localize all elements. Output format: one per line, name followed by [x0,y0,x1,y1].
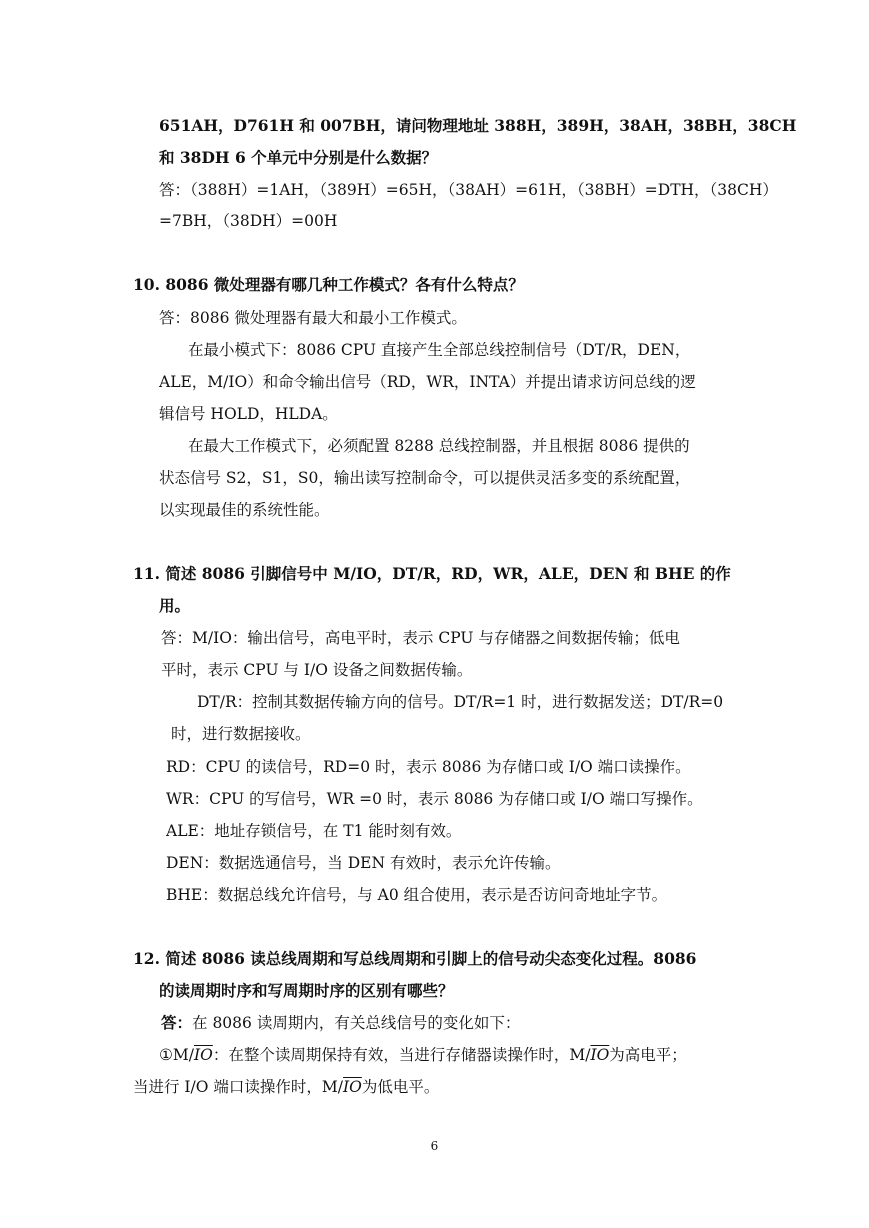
q11-title-line-2: 用。 [159,596,191,615]
q12-answer [161,1013,520,1033]
q9-answer-line-1: 答：（388H）=1AH，（389H）=65H，（38AH）=61H，（38BH）=DTH，（38CH） [159,181,778,199]
q10-min-mode-line-3: 辑信号 HOLD，HLDA。 [159,405,338,423]
q10-min-mode-line-2: ALE，M/IO）和命令输出信号（RD，WR，INTA）并提出请求访问总线的逻 [159,373,696,391]
q9-answer-line-2: =7BH，（38DH）=00H [159,212,338,230]
q12-p1-io-overline: $\overline{IO}$ [194,1046,213,1064]
q12-title-line-2: 的读周期时序和写周期时序的区别有哪些？ [159,981,454,1000]
q12-p2-io-overline: $\overline{IO}$ [343,1078,362,1096]
q12-answer-text: 在 8086 读周期内，有关总线信号的变化如下： [192,1014,521,1032]
q10-max-mode-line-1: 在最大工作模式下，必须配置 8288 总线控制器，并且根据 8086 提供的 [188,437,690,455]
q12-p2-prefix: 当进行 I/O 端口读操作时，M/ [133,1078,344,1096]
q11-den: DEN：数据选通信号，当 DEN 有效时，表示允许传输。 [166,854,561,872]
q12-p1-io2-overline: $\overline{IO}$ [590,1046,610,1064]
q12-point-1-line-2 [133,1077,439,1097]
q11-ale: ALE：地址存锁信号，在 T1 能时刻有效。 [166,822,462,840]
q12-answer-label: 答： [161,1013,193,1032]
q11-wr: WR：CPU 的写信号，WR =0 时，表示 8086 为存储口或 I/O 端口写操作。 [166,790,703,808]
q11-mio-line-1: 答：M/IO：输出信号，高电平时，表示 CPU 与存储器之间数据传输；低电 [161,629,680,647]
q11-dtr-line-2: 时，进行数据接收。 [171,725,311,743]
q10-min-mode-line-1: 在最小模式下：8086 CPU 直接产生全部总线控制信号（DT/R，DEN， [188,341,691,359]
q12-p1-prefix: ①M/ [159,1046,194,1064]
q11-rd: RD：CPU 的读信号，RD=0 时，表示 8086 为存储口或 I/O 端口读操作。 [166,758,691,776]
q12-title-line-1: 12. 简述 8086 读总线周期和写总线周期和引脚上的信号动尖态变化过程。8086 [133,949,697,968]
page-number: 6 [430,1139,439,1153]
q11-bhe: BHE：数据总线允许信号，与 A0 组合使用，表示是否访问奇地址字节。 [166,886,668,904]
q9-title-line-2: 和 38DH 6 个单元中分别是什么数据？ [159,148,438,167]
q10-max-mode-line-2: 状态信号 S2，S1，S0，输出读写控制命令，可以提供灵活多变的系统配置， [159,469,691,487]
q12-p1-text: ：在整个读周期保持有效，当进行存储器读操作时，M/ [212,1046,591,1064]
q11-dtr-line-1: DT/R：控制其数据传输方向的信号。DT/R=1 时，进行数据发送；DT/R=0 [197,693,724,711]
q9-title-line-1: 651AH，D761H 和 007BH，请问物理地址 388H，389H，38AH，38BH，38CH [159,116,797,135]
q12-point-1-line-1 [159,1045,687,1065]
q11-title-line-1: 11. 简述 8086 引脚信号中 M/IO，DT/R，RD，WR，ALE，DEN 和 BHE 的作 [133,564,731,583]
q10-answer: 答：8086 微处理器有最大和最小工作模式。 [159,309,467,327]
q10-title: 10. 8086 微处理器有哪几种工作模式？各有什么特点？ [133,275,524,294]
q12-p1-suffix: 为高电平； [609,1046,687,1064]
q11-mio-line-2: 平时，表示 CPU 与 I/O 设备之间数据传输。 [161,661,473,679]
q12-p2-suffix: 为低电平。 [361,1078,440,1096]
q10-max-mode-line-3: 以实现最佳的系统性能。 [159,501,330,519]
